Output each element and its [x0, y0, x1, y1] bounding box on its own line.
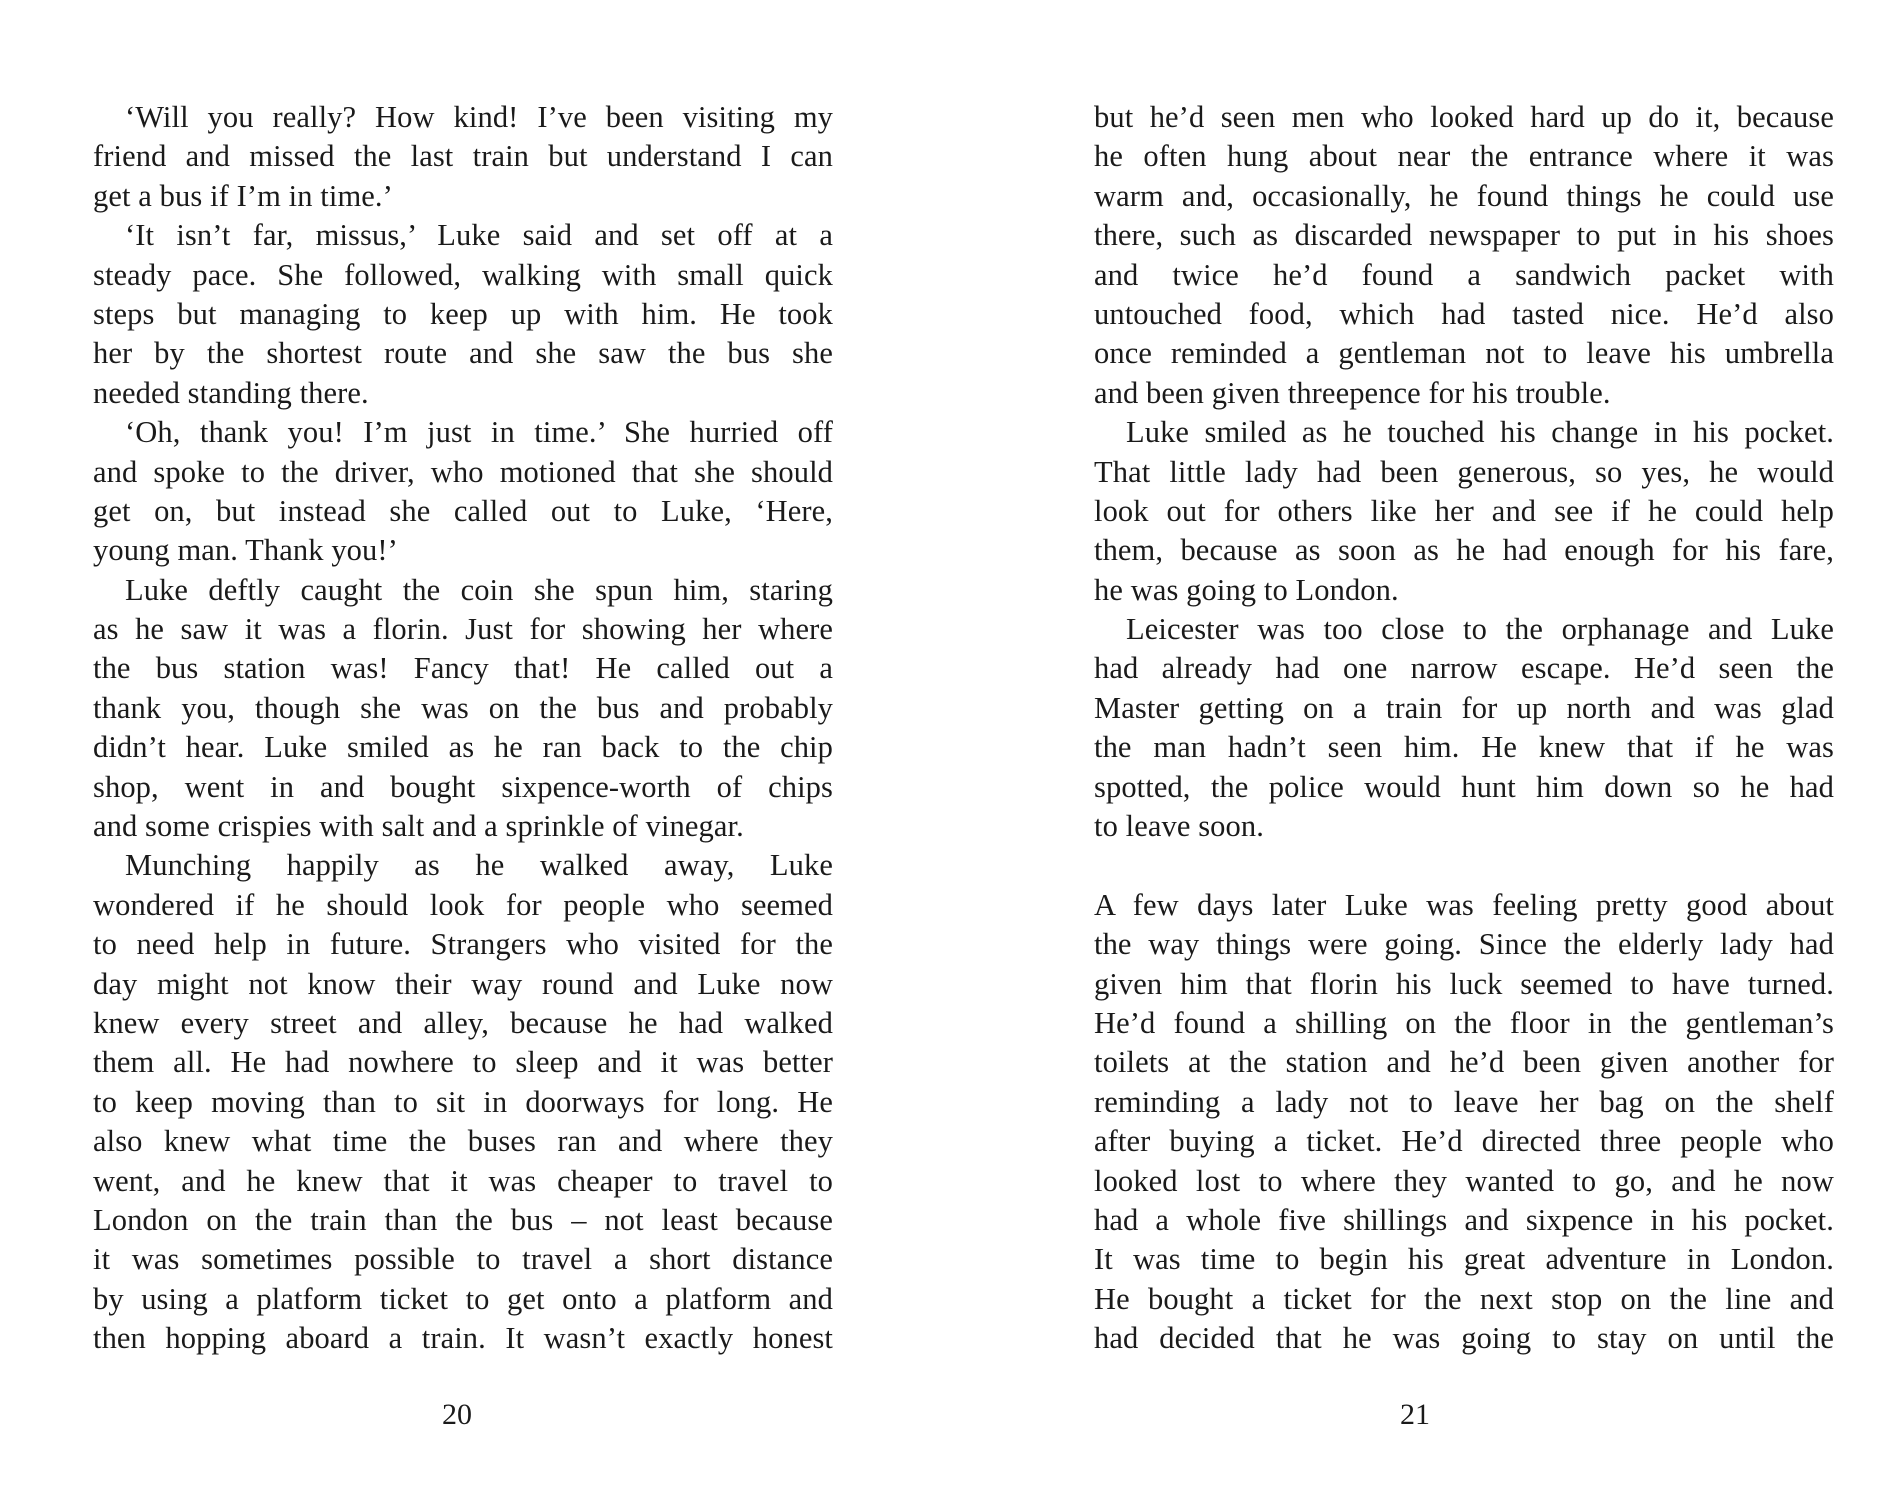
text-line: wondered if he should look for people who seemed: [93, 887, 833, 922]
text-line: her by the shortest route and she saw the bus she: [93, 336, 833, 371]
text-line: untouched food, which had tasted nice. He’d also: [1094, 296, 1834, 331]
text-line: looked lost to where they wanted to go, and he now: [1094, 1163, 1834, 1198]
text-line: the man hadn’t seen him. He knew that if he was: [1094, 730, 1834, 765]
text-line: steady pace. She followed, walking with small quick: [93, 257, 833, 292]
text-line: Luke deftly caught the coin she spun him, staring: [125, 572, 833, 607]
text-line: to keep moving than to sit in doorways for long. He: [93, 1084, 833, 1119]
text-line: steps but managing to keep up with him. He took: [93, 296, 833, 331]
text-line: That little lady had been generous, so yes, he would: [1094, 454, 1834, 489]
text-line: he was going to London.: [1094, 572, 1399, 607]
text-line: but he’d seen men who looked hard up do it, because: [1094, 100, 1834, 134]
text-line: had decided that he was going to stay on until the: [1094, 1321, 1834, 1356]
right-page-number: 21: [1400, 1398, 1430, 1431]
text-line: to need help in future. Strangers who visited for the: [93, 927, 833, 962]
text-line: as he saw it was a florin. Just for showing her where: [93, 612, 833, 647]
text-line: shop, went in and bought sixpence-worth of chips: [93, 769, 833, 804]
text-line: It was time to begin his great adventure in London.: [1094, 1242, 1834, 1277]
text-line: also knew what time the buses ran and where they: [93, 1124, 833, 1159]
text-line: knew every street and alley, because he had walked: [93, 1005, 833, 1040]
text-line: Luke smiled as he touched his change in his pocket.: [1126, 415, 1834, 450]
text-line: didn’t hear. Luke smiled as he ran back to the chip: [93, 730, 833, 765]
text-line: and twice he’d found a sandwich packet with: [1094, 257, 1834, 292]
left-page-number: 20: [442, 1398, 472, 1431]
text-line: had already had one narrow escape. He’d seen the: [1094, 651, 1834, 686]
text-line: and some crispies with salt and a sprinkle of vinegar.: [93, 809, 744, 844]
text-line: day might not know their way round and Luke now: [93, 966, 833, 1001]
text-line: to leave soon.: [1094, 809, 1264, 844]
text-line: A few days later Luke was feeling pretty good about: [1094, 887, 1834, 922]
text-line: had a whole five shillings and sixpence in his pocket.: [1094, 1202, 1834, 1237]
text-line: after buying a ticket. He’d directed three people who: [1094, 1124, 1834, 1159]
text-line: toilets at the station and he’d been given another for: [1094, 1045, 1834, 1080]
text-line: by using a platform ticket to get onto a platform and: [93, 1281, 833, 1316]
text-line: once reminded a gentleman not to leave his umbrella: [1094, 336, 1834, 371]
text-line: young man. Thank you!’: [93, 533, 398, 568]
text-line: Leicester was too close to the orphanage and Luke: [1126, 612, 1834, 647]
text-line: and spoke to the driver, who motioned that she should: [93, 454, 833, 489]
text-line: friend and missed the last train but understand I can: [93, 139, 833, 174]
text-line: and been given threepence for his trouble.: [1094, 375, 1611, 410]
text-line: ‘It isn’t far, missus,’ Luke said and set off at a: [125, 218, 833, 253]
text-line: get a bus if I’m in time.’: [93, 178, 393, 213]
text-line: the bus station was! Fancy that! He called out a: [93, 651, 833, 686]
text-line: he often hung about near the entrance where it was: [1094, 139, 1834, 174]
text-line: it was sometimes possible to travel a short distance: [93, 1242, 833, 1277]
text-line: He’d found a shilling on the floor in the gentleman’s: [1094, 1005, 1834, 1040]
text-line: thank you, though she was on the bus and probably: [93, 690, 833, 725]
text-line: get on, but instead she called out to Luke, ‘Here,: [93, 493, 833, 528]
text-line: London on the train than the bus – not least because: [93, 1202, 833, 1237]
text-line: went, and he knew that it was cheaper to travel to: [93, 1163, 833, 1198]
section-break: [1094, 846, 1834, 885]
text-line: He bought a ticket for the next stop on the line and: [1094, 1281, 1834, 1316]
text-line: Munching happily as he walked away, Luke: [125, 848, 833, 883]
text-line: then hopping aboard a train. It wasn’t exactly honest: [93, 1321, 833, 1356]
text-line: spotted, the police would hunt him down so he had: [1094, 769, 1834, 804]
text-line: there, such as discarded newspaper to put in his shoes: [1094, 218, 1834, 253]
right-page: [949, 0, 1898, 1495]
text-line: them all. He had nowhere to sleep and it was better: [93, 1045, 833, 1080]
text-line: ‘Oh, thank you! I’m just in time.’ She hurried off: [125, 415, 833, 450]
right-page-text: [1094, 98, 1834, 1359]
text-line: the way things were going. Since the elderly lady had: [1094, 927, 1834, 962]
text-line: reminding a lady not to leave her bag on the shelf: [1094, 1084, 1834, 1119]
left-page-text: [93, 98, 833, 1359]
text-line: given him that florin his luck seemed to have turned.: [1094, 966, 1834, 1001]
text-line: look out for others like her and see if he could help: [1094, 493, 1834, 528]
text-line: ‘Will you really? How kind! I’ve been visiting my: [125, 100, 833, 134]
text-line: them, because as soon as he had enough for his fare,: [1094, 533, 1834, 568]
text-line: needed standing there.: [93, 375, 369, 410]
text-line: Master getting on a train for up north and was glad: [1094, 690, 1834, 725]
text-line: warm and, occasionally, he found things he could use: [1094, 178, 1834, 213]
